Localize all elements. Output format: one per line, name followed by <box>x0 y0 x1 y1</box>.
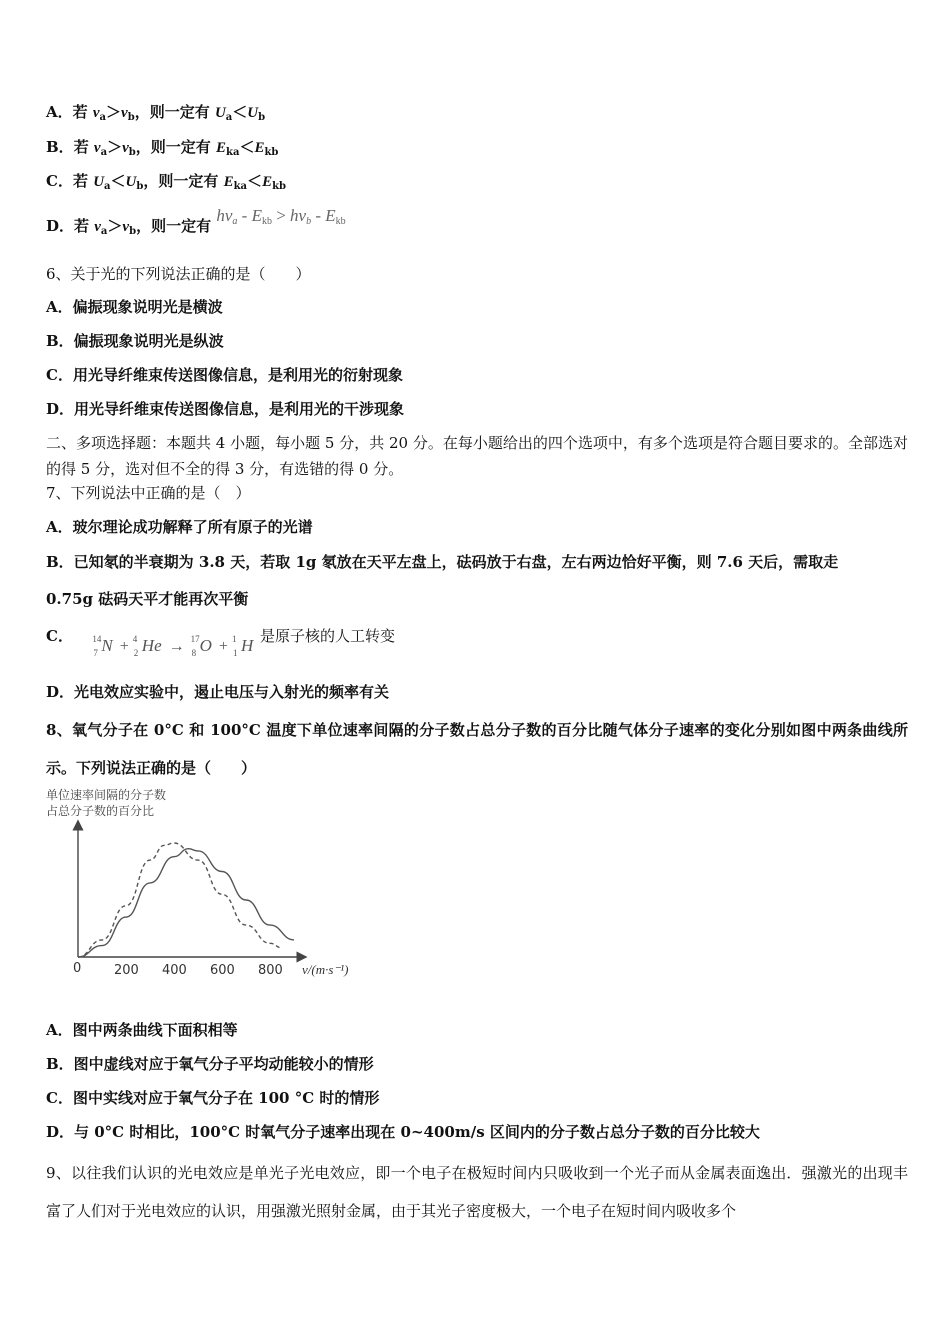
q5-option-c: C．若 $U_a<U_b$，则一定有 $E_{ka}<E_{kb}$ <box>46 172 286 192</box>
q6-option-b: B．偏振现象说明光是纵波 <box>46 332 224 350</box>
q7-option-b-line1: B．已知氡的半衰期为 3.8 天，若取 1g 氡放在天平左盘上，砝码放于右盘，左右两边恰好平衡，则 7.6 天后，需取走 <box>46 553 839 571</box>
q8-stem: 8、氧气分子在 0°C 和 100°C 温度下单位速率间隔的分子数占总分子数的百分比随气体分子速率的变化分别如图中两条曲线所示。下列说法正确的是（ ） <box>46 721 908 777</box>
q5-option-d: D．若 $v_a>v_b$，则一定有 $hv_a - E_{kb} > hv_b - E_{kb}$ <box>46 206 346 237</box>
maxwell-distribution-chart <box>40 785 370 985</box>
q7-option-d: D．光电效应实验中，遏止电压与入射光的频率有关 <box>46 683 390 701</box>
chart-ylabel-line2: 占总分子数的百分比 <box>46 804 155 818</box>
chart-curve-dashed <box>78 843 282 957</box>
chart-curve-solid <box>78 849 294 957</box>
q6-option-d: D．用光导纤维束传送图像信息，是利用光的干涉现象 <box>46 400 405 418</box>
q7-option-c: C． 14 7 N + 4 2 He → 17 8 O + 1 1 H 是原子核的人工转变 <box>46 627 396 658</box>
chart-x-tick-400: 400 <box>162 963 187 978</box>
q6-option-c: C．用光导纤维束传送图像信息，是利用光的衍射现象 <box>46 366 403 384</box>
q8-option-d: D．与 0°C 时相比，100°C 时氧气分子速率出现在 0~400m/s 区间内的分子数占总分子数的百分比较大 <box>46 1123 760 1141</box>
chart-x-tick-600: 600 <box>210 963 235 978</box>
q8-option-b: B．图中虚线对应于氧气分子平均动能较小的情形 <box>46 1055 374 1073</box>
chart-x-tick-800: 800 <box>258 963 283 978</box>
nuclear-equation: 14 7 N + 4 2 He → 17 8 O + 1 1 H <box>92 634 254 658</box>
q6-option-a: A．偏振现象说明光是横波 <box>46 298 223 316</box>
q8-option-c: C．图中实线对应于氧气分子在 100 °C 时的情形 <box>46 1089 380 1107</box>
q7-stem: 7、下列说法中正确的是（ ） <box>46 484 251 502</box>
q7-option-b-line2: 0.75g 砝码天平才能再次平衡 <box>46 590 249 608</box>
q5-option-a: A．若 $v_a>v_b$，则一定有 $U_a<U_b$ <box>46 103 266 123</box>
section-2-heading: 二、多项选择题：本题共 4 小题，每小题 5 分，共 20 分。在每小题给出的四个选项中，有多个选项是符合题目要求的。全部选对的得 5 分，选对但不全的得 3 分，有选错的得 0 分。 <box>46 434 908 478</box>
chart-origin-label: 0 <box>73 961 82 976</box>
chart-x-tick-200: 200 <box>114 963 139 978</box>
q6-stem: 6、关于光的下列说法正确的是（ ） <box>46 265 311 283</box>
chart-ylabel-line1: 单位速率间隔的分子数 <box>46 788 167 802</box>
q8-option-a: A．图中两条曲线下面积相等 <box>46 1021 238 1039</box>
q5-option-b: B．若 $v_a>v_b$，则一定有 $E_{ka}<E_{kb}$ <box>46 138 279 158</box>
q9-text: 9、以往我们认识的光电效应是单光子光电效应，即一个电子在极短时间内只吸收到一个光子而从金属表面逸出．强激光的出现丰富了人们对于光电效应的认识，用强激光照射金属，由于其光子密度极大，一个电子在短时间内吸收多个 <box>46 1164 908 1220</box>
chart-xlabel: v/(m·s⁻¹) <box>302 962 349 977</box>
photoelectric-formula: $hv_a - E_{kb} > hv_b - E_{kb}$ <box>216 206 346 227</box>
q7-option-a: A．玻尔理论成功解释了所有原子的光谱 <box>46 518 313 536</box>
